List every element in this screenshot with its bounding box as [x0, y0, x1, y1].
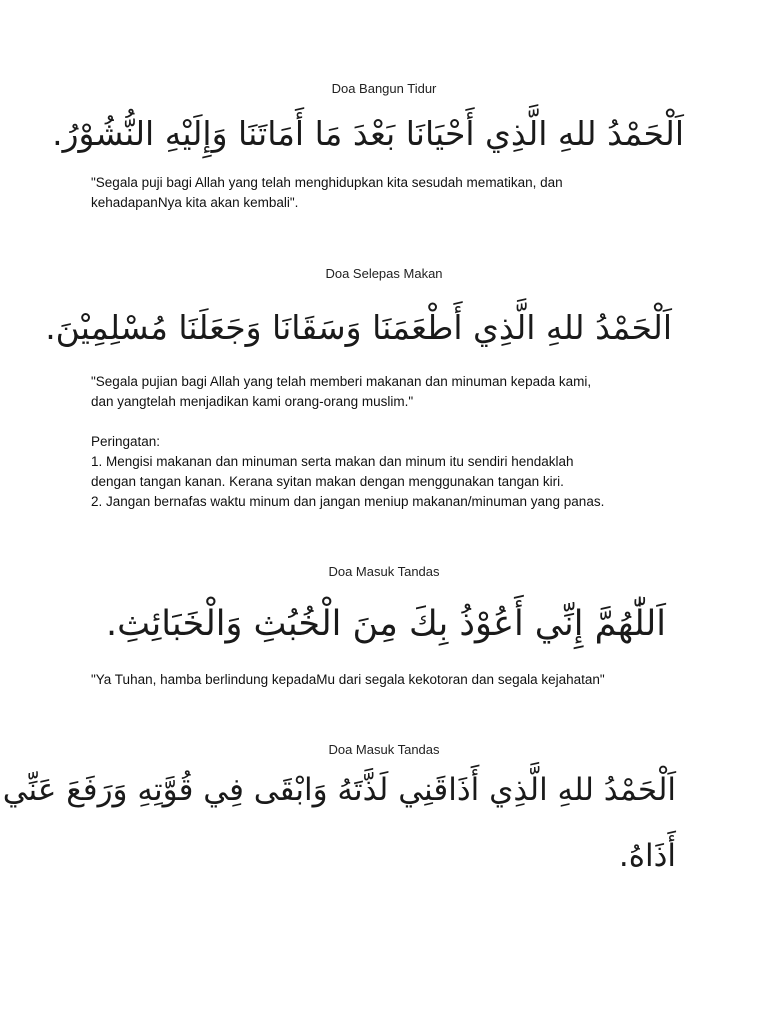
section-heading: Doa Selepas Makan	[325, 266, 443, 281]
notes-line: 2. Jangan bernafas waktu minum dan jangan meniup makanan/minuman yang panas.	[91, 494, 605, 509]
section-heading: Doa Masuk Tandas	[328, 742, 440, 757]
notes-line: 1. Mengisi makanan dan minuman serta makan dan minum itu sendiri hendaklah	[91, 454, 574, 469]
translation-line: "Segala pujian bagi Allah yang telah memberi makanan dan minuman kepada kami,	[91, 374, 592, 389]
notes-line: dengan tangan kanan. Kerana syitan makan dengan menggunakan tangan kiri.	[91, 474, 564, 489]
arabic-prayer-text: اَلْحَمْدُ للهِ الَّذِي أَحْيَانَا بَعْدَ مَا أَمَاتَنَا وَإِلَيْهِ النُّشُوْرُ.	[52, 114, 684, 153]
notes-block	[91, 432, 691, 512]
translation-text	[91, 372, 691, 412]
arabic-prayer-text: اَلْحَمْدُ للهِ الَّذِي أَذَاقَنِي لَذَّتَهُ وَابْقَى فِي قُوَّتِهِ وَرَفَعَ عَنِّي	[2, 772, 676, 808]
translation-text	[91, 670, 691, 690]
arabic-prayer-text: اَلْحَمْدُ للهِ الَّذِي أَطْعَمَنَا وَسَقَانَا وَجَعَلَنَا مُسْلِمِيْنَ.	[45, 308, 672, 347]
translation-text	[91, 173, 691, 213]
translation-line: dan yangtelah menjadikan kami orang-orang muslim."	[91, 394, 414, 409]
arabic-prayer-text: أَذَاهُ.	[618, 838, 676, 874]
translation-line: "Segala puji bagi Allah yang telah menghidupkan kita sesudah mematikan, dan	[91, 175, 563, 190]
notes-title: Peringatan:	[91, 434, 161, 449]
translation-line: "Ya Tuhan, hamba berlindung kepadaMu dari segala kekotoran dan segala kejahatan"	[91, 672, 605, 687]
section-heading: Doa Masuk Tandas	[328, 564, 440, 579]
translation-line: kehadapanNya kita akan kembali".	[91, 195, 299, 210]
section-heading: Doa Bangun Tidur	[331, 81, 437, 96]
arabic-prayer-text: اَللّٰهُمَّ إِنِّي أَعُوْذُ بِكَ مِنَ الْخُبُثِ وَالْخَبَائِثِ.	[106, 604, 666, 644]
